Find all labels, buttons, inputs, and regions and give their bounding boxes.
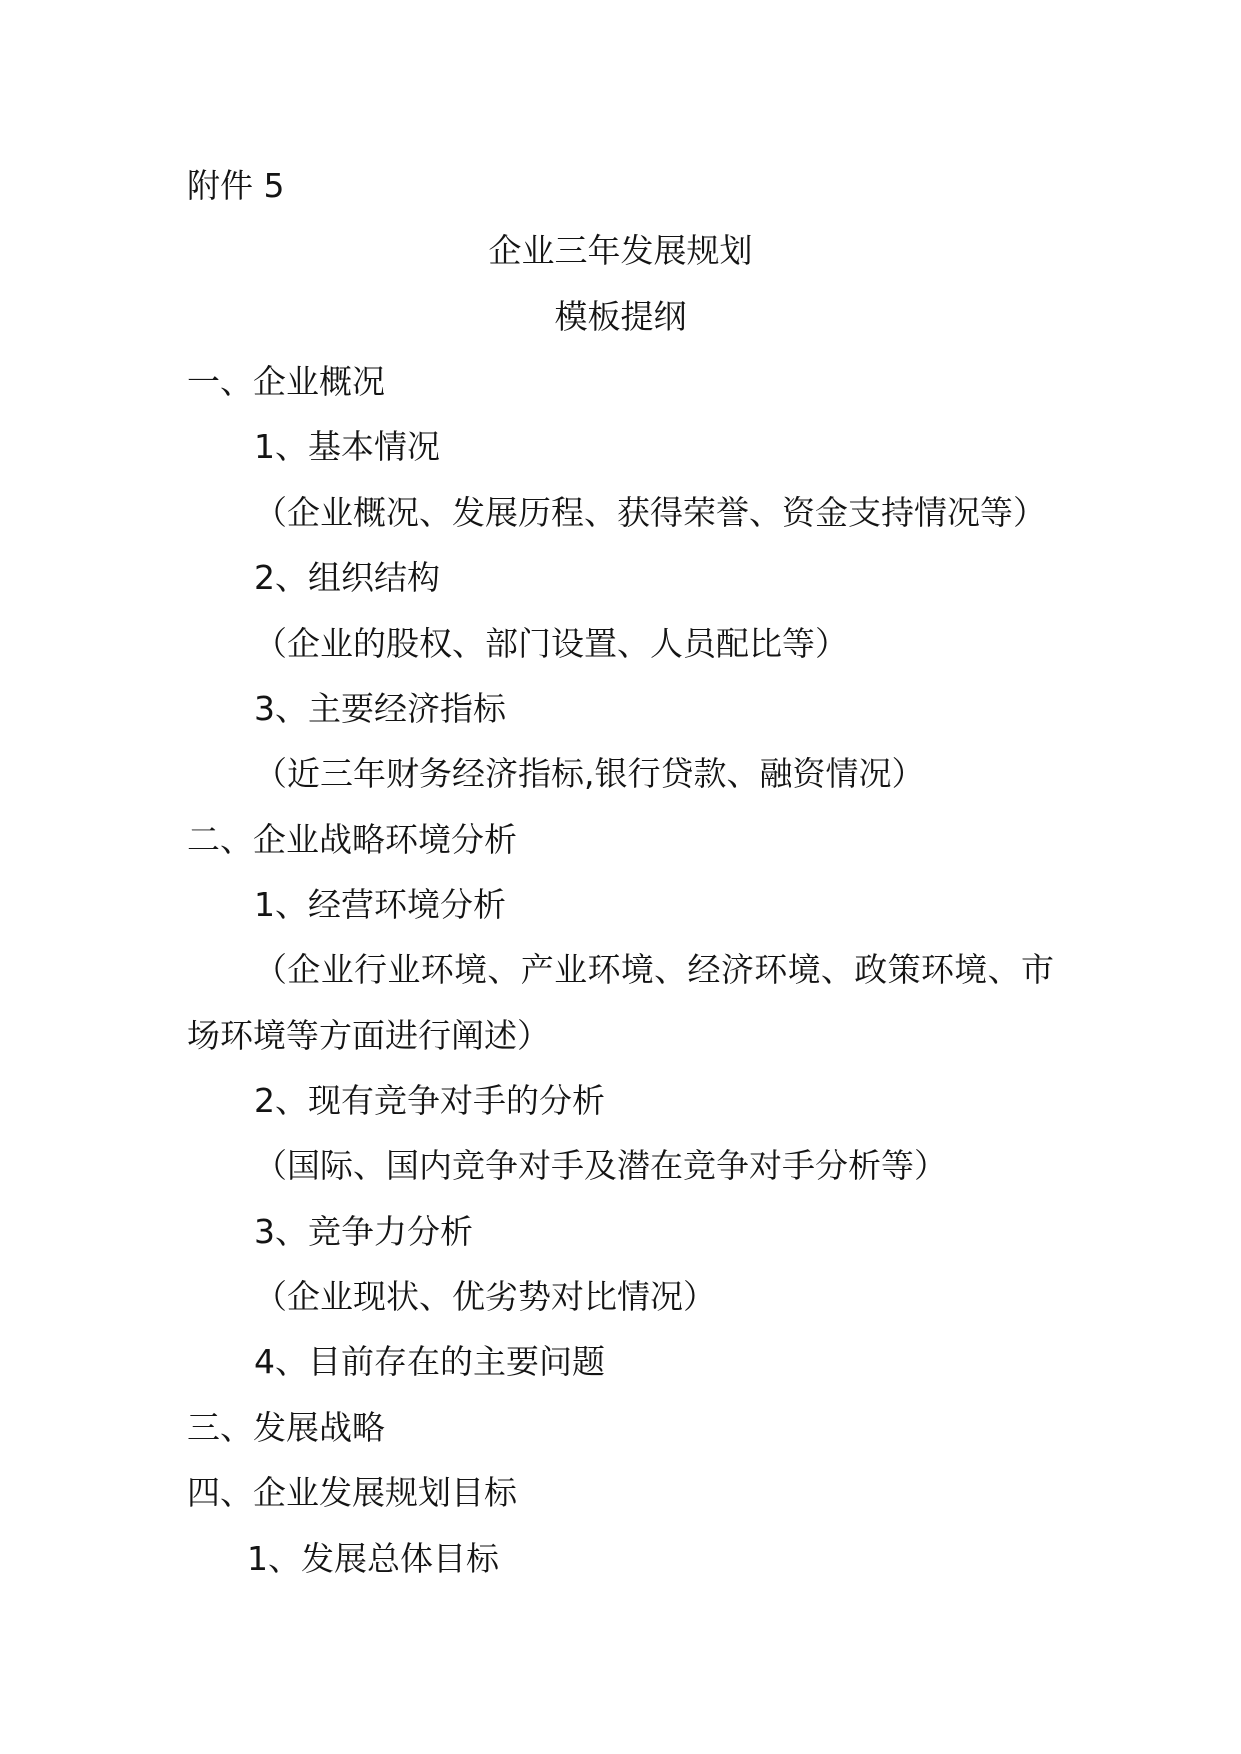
- subsection-heading: 4、目前存在的主要问题: [254, 1342, 605, 1382]
- subsection-heading: 3、主要经济指标: [254, 688, 506, 728]
- subsection-heading: 1、发展总体目标: [247, 1538, 499, 1578]
- subsection-heading: 3、竞争力分析: [254, 1211, 473, 1251]
- section-heading: 二、企业战略环境分析: [187, 819, 517, 859]
- subsection-heading: 1、经营环境分析: [254, 884, 506, 924]
- subsection-heading: 2、现有竞争对手的分析: [254, 1081, 605, 1121]
- subsection-note: （国际、国内竞争对手及潜在竞争对手分析等）: [254, 1146, 947, 1186]
- attachment-label: 附件 5: [187, 166, 285, 205]
- subsection-heading: 2、组织结构: [254, 558, 440, 598]
- document-body: [187, 153, 1054, 1591]
- subsection-note: （企业概况、发展历程、获得荣誉、资金支持情况等）: [254, 492, 1046, 532]
- subsection-note: （企业的股权、部门设置、人员配比等）: [254, 623, 848, 663]
- document-subtitle: 模板提纲: [554, 296, 687, 336]
- subsection-note: （近三年财务经济指标,银行贷款、融资情况）: [254, 754, 925, 794]
- section-heading: 三、发展战略: [187, 1407, 385, 1447]
- subsection-note-line: 场环境等方面进行阐述）: [187, 1015, 550, 1055]
- subsection-note: （企业现状、优劣势对比情况）: [254, 1277, 716, 1317]
- section-heading: 一、企业概况: [187, 362, 385, 402]
- section-heading: 四、企业发展规划目标: [187, 1473, 517, 1513]
- subsection-heading: 1、基本情况: [254, 427, 440, 467]
- subsection-note-line: （企业行业环境、产业环境、经济环境、政策环境、市: [254, 950, 1054, 990]
- document-title: 企业三年发展规划: [488, 231, 753, 271]
